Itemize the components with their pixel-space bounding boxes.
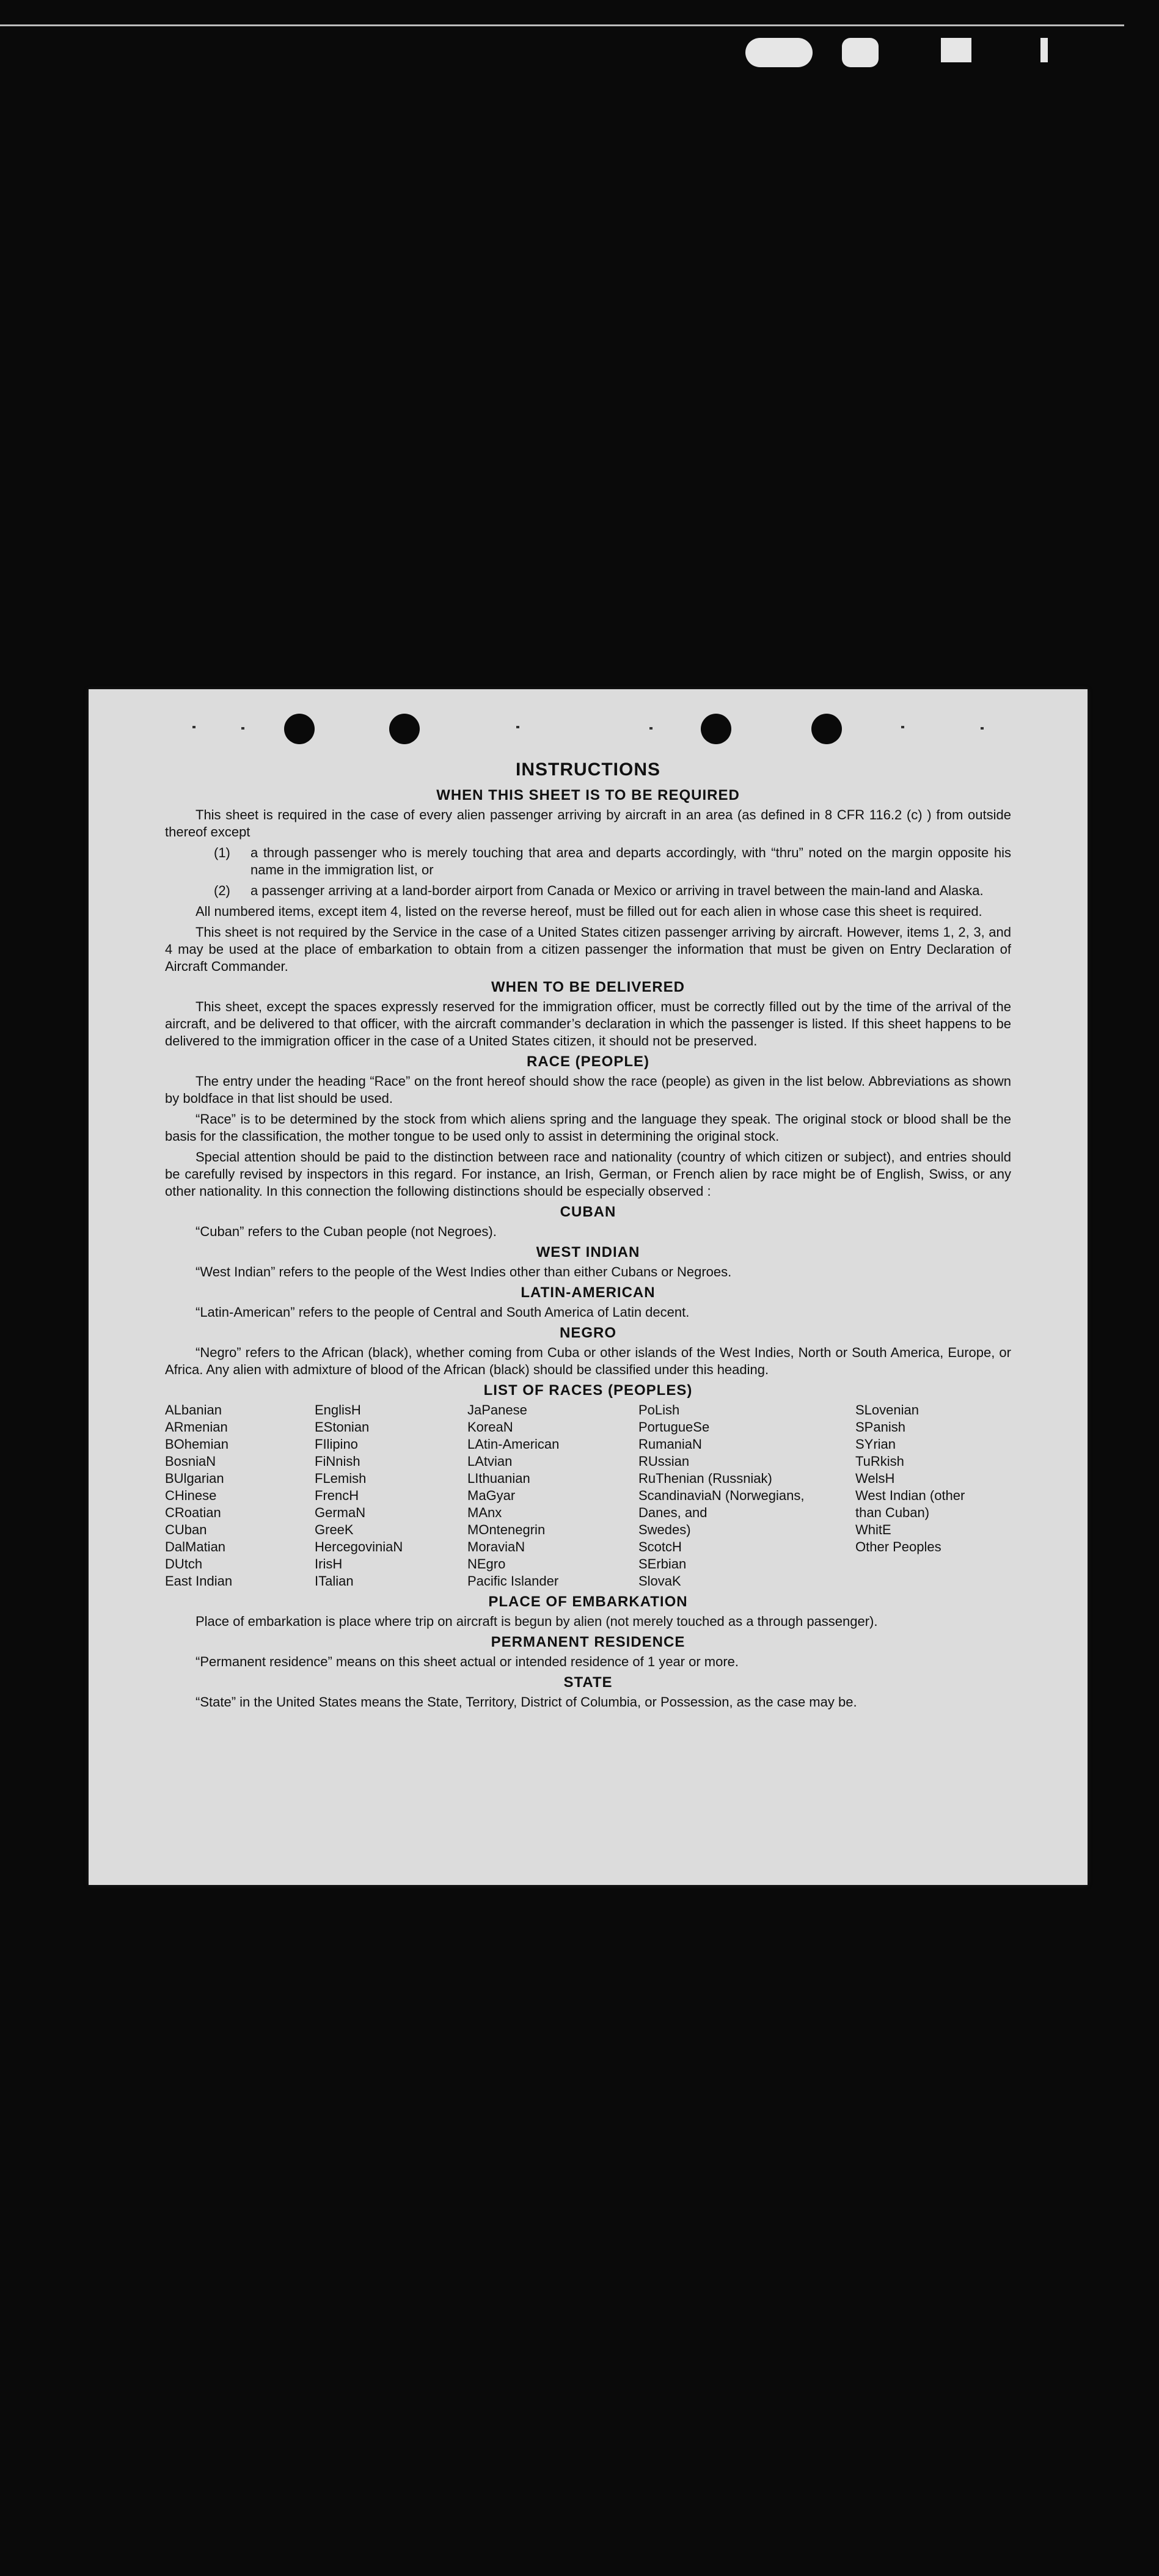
race-entry: LAtvian bbox=[467, 1454, 513, 1469]
race-entry: MaGyar bbox=[467, 1488, 516, 1503]
section-heading: NEGRO bbox=[559, 1325, 616, 1341]
race-entry: FIlipino bbox=[315, 1436, 358, 1452]
race-entry: SYrian bbox=[855, 1436, 896, 1452]
speck bbox=[192, 726, 196, 728]
film-mark bbox=[941, 38, 971, 62]
film-edge-line bbox=[0, 24, 1124, 26]
paragraph: “Cuban” refers to the Cuban people (not Negroes). bbox=[196, 1224, 497, 1239]
list-item bbox=[165, 882, 1011, 899]
section-heading: CUBAN bbox=[560, 1204, 616, 1220]
film-mark bbox=[745, 38, 813, 67]
race-entry: NEgro bbox=[467, 1556, 506, 1572]
paragraph: This sheet, except the spaces expressly reserved for the immigration officer, must be correctly filled out by the time of the arrival of the aircraft, and be delivered to that officer, with the aircraft commander’s declaration in which the passenger is listed. If this sheet happens to be delivered to the immigration officer in the case of a United States citizen, it should not be preserved. bbox=[165, 999, 1011, 1048]
instruction-sheet bbox=[89, 689, 1088, 1885]
item-text: a through passenger who is merely touching that area and departs accordingly, with “thru” noted on the margin opposite his name in the immigration list, or bbox=[250, 845, 1011, 877]
race-entry: DalMatian bbox=[165, 1539, 226, 1554]
punch-hole bbox=[701, 714, 731, 744]
race-entry: than Cuban) bbox=[855, 1505, 930, 1520]
paragraph: Special attention should be paid to the distinction between race and nationality (country of which citizen or subject), and entries should be carefully revised by inspectors in this regard. For instance, an Irish, German, or French alien by race might be of English, Swiss, or any other nationality. In this connection the following distinctions should be especially observed : bbox=[165, 1149, 1011, 1199]
item-text: a passenger arriving at a land-border airport from Canada or Mexico or arriving in travel between the main-land and Alaska. bbox=[250, 883, 984, 898]
film-mark bbox=[1040, 38, 1048, 62]
race-entry: East Indian bbox=[165, 1573, 233, 1589]
race-entry: PortugueSe bbox=[638, 1419, 710, 1435]
paragraph: This sheet is not required by the Service in the case of a United States citizen passenger arriving by aircraft. However, items 1, 2, 3, and 4 may be used at the place of embarkation to obtain from a citizen passenger the information that must be given on Entry Declaration of Aircraft Commander. bbox=[165, 924, 1011, 974]
section-heading: PERMANENT RESIDENCE bbox=[491, 1634, 686, 1650]
race-entry: GreeK bbox=[315, 1522, 354, 1537]
race-entry: West Indian (other bbox=[855, 1488, 965, 1503]
race-entry: SErbian bbox=[638, 1556, 687, 1572]
paragraph: The entry under the heading “Race” on the front hereof should show the race (people) as given in the list below. Abbreviations as shown by boldface in that list should be used. bbox=[165, 1074, 1011, 1106]
speck bbox=[241, 727, 244, 730]
race-entry: DUtch bbox=[165, 1556, 203, 1572]
race-entry: SlovaK bbox=[638, 1573, 681, 1589]
section-heading: WHEN TO BE DELIVERED bbox=[491, 979, 685, 995]
paragraph: This sheet is required in the case of every alien passenger arriving by aircraft in an area (as defined in 8 CFR 116.2 (c) ) from outside thereof except bbox=[165, 807, 1011, 840]
race-entry: Danes, and bbox=[638, 1505, 707, 1520]
item-number: (2) bbox=[214, 883, 230, 898]
paragraph: Place of embarkation is place where trip on aircraft is begun by alien (not merely touched as a through passenger). bbox=[196, 1614, 878, 1629]
race-entry: RUssian bbox=[638, 1454, 690, 1469]
races-column bbox=[855, 1402, 1011, 1590]
race-entry: CHinese bbox=[165, 1488, 217, 1503]
race-entry: Pacific Islander bbox=[467, 1573, 559, 1589]
race-entry: EnglisH bbox=[315, 1402, 361, 1418]
race-entry: TuRkish bbox=[855, 1454, 904, 1469]
race-entry: LIthuanian bbox=[467, 1471, 530, 1486]
section-heading: STATE bbox=[563, 1674, 613, 1691]
race-entry: Swedes) bbox=[638, 1522, 691, 1537]
race-entry: PoLish bbox=[638, 1402, 680, 1418]
race-entry: FiNnish bbox=[315, 1454, 360, 1469]
race-entry: FrencH bbox=[315, 1488, 359, 1503]
race-entry: MoraviaN bbox=[467, 1539, 525, 1554]
section-heading: WEST INDIAN bbox=[536, 1244, 640, 1261]
section-heading: WHEN THIS SHEET IS TO BE REQUIRED bbox=[436, 787, 740, 803]
race-entry: JaPanese bbox=[467, 1402, 527, 1418]
paragraph: “Latin-American” refers to the people of Central and South America of Latin decent. bbox=[196, 1304, 690, 1320]
races-column bbox=[165, 1402, 315, 1590]
punch-hole bbox=[389, 714, 420, 744]
item-number: (1) bbox=[214, 845, 230, 860]
race-entry: BUlgarian bbox=[165, 1471, 224, 1486]
section-heading: PLACE OF EMBARKATION bbox=[488, 1594, 688, 1610]
punch-hole bbox=[284, 714, 315, 744]
race-entry: WhitE bbox=[855, 1522, 891, 1537]
race-entry: IrisH bbox=[315, 1556, 343, 1572]
race-entry: FLemish bbox=[315, 1471, 367, 1486]
race-entry: RumaniaN bbox=[638, 1436, 702, 1452]
paragraph: “Race” is to be determined by the stock from which aliens spring and the language they speak. The original stock or blood shall be the basis for the classification, the mother tongue to be used only to assist in determining the original stock. bbox=[165, 1111, 1011, 1144]
races-column bbox=[638, 1402, 855, 1590]
punch-hole bbox=[811, 714, 842, 744]
race-entry: ScotcH bbox=[638, 1539, 682, 1554]
race-entry: MOntenegrin bbox=[467, 1522, 546, 1537]
race-entry: CUban bbox=[165, 1522, 207, 1537]
speck bbox=[981, 727, 984, 730]
race-entry: SPanish bbox=[855, 1419, 905, 1435]
paragraph: “Negro” refers to the African (black), whether coming from Cuba or other islands of the West Indies, North or South America, Europe, or Africa. Any alien with admixture of blood of the African (black) should be classified under this heading. bbox=[165, 1345, 1011, 1377]
race-entry: HercegoviniaN bbox=[315, 1539, 403, 1554]
speck bbox=[901, 726, 904, 728]
race-entry: WelsH bbox=[855, 1471, 895, 1486]
race-entry: KoreaN bbox=[467, 1419, 513, 1435]
races-column bbox=[315, 1402, 467, 1590]
list-item bbox=[165, 844, 1011, 879]
race-entry: ITalian bbox=[315, 1573, 354, 1589]
speck bbox=[516, 726, 519, 728]
race-entry: Other Peoples bbox=[855, 1539, 941, 1554]
race-entry: SLovenian bbox=[855, 1402, 919, 1418]
race-entry: LAtin-American bbox=[467, 1436, 560, 1452]
page-title: INSTRUCTIONS bbox=[516, 759, 660, 780]
paragraph: All numbered items, except item 4, listed on the reverse hereof, must be filled out for each alien in whose case this sheet is required. bbox=[196, 904, 982, 919]
race-entry: BosniaN bbox=[165, 1454, 216, 1469]
race-entry: BOhemian bbox=[165, 1436, 229, 1452]
race-entry: ALbanian bbox=[165, 1402, 222, 1418]
race-entry: EStonian bbox=[315, 1419, 370, 1435]
instructions-content bbox=[165, 761, 1011, 1714]
race-entry: ARmenian bbox=[165, 1419, 228, 1435]
race-entry: MAnx bbox=[467, 1505, 502, 1520]
paragraph: “West Indian” refers to the people of the West Indies other than either Cubans or Negroes. bbox=[196, 1264, 732, 1279]
section-heading: LATIN-AMERICAN bbox=[521, 1284, 656, 1301]
races-column bbox=[467, 1402, 638, 1590]
race-entry: GermaN bbox=[315, 1505, 366, 1520]
film-mark bbox=[842, 38, 879, 67]
race-entry: RuThenian (Russniak) bbox=[638, 1471, 772, 1486]
paragraph: “Permanent residence” means on this sheet actual or intended residence of 1 year or more. bbox=[196, 1654, 739, 1669]
paragraph: “State” in the United States means the State, Territory, District of Columbia, or Possession, as the case may be. bbox=[196, 1694, 857, 1710]
speck bbox=[649, 727, 653, 730]
race-entry: ScandinaviaN (Norwegians, bbox=[638, 1488, 805, 1503]
races-list bbox=[165, 1402, 1011, 1590]
race-entry: CRoatian bbox=[165, 1505, 221, 1520]
section-heading: RACE (PEOPLE) bbox=[526, 1053, 649, 1070]
section-heading: LIST OF RACES (PEOPLES) bbox=[483, 1382, 693, 1399]
